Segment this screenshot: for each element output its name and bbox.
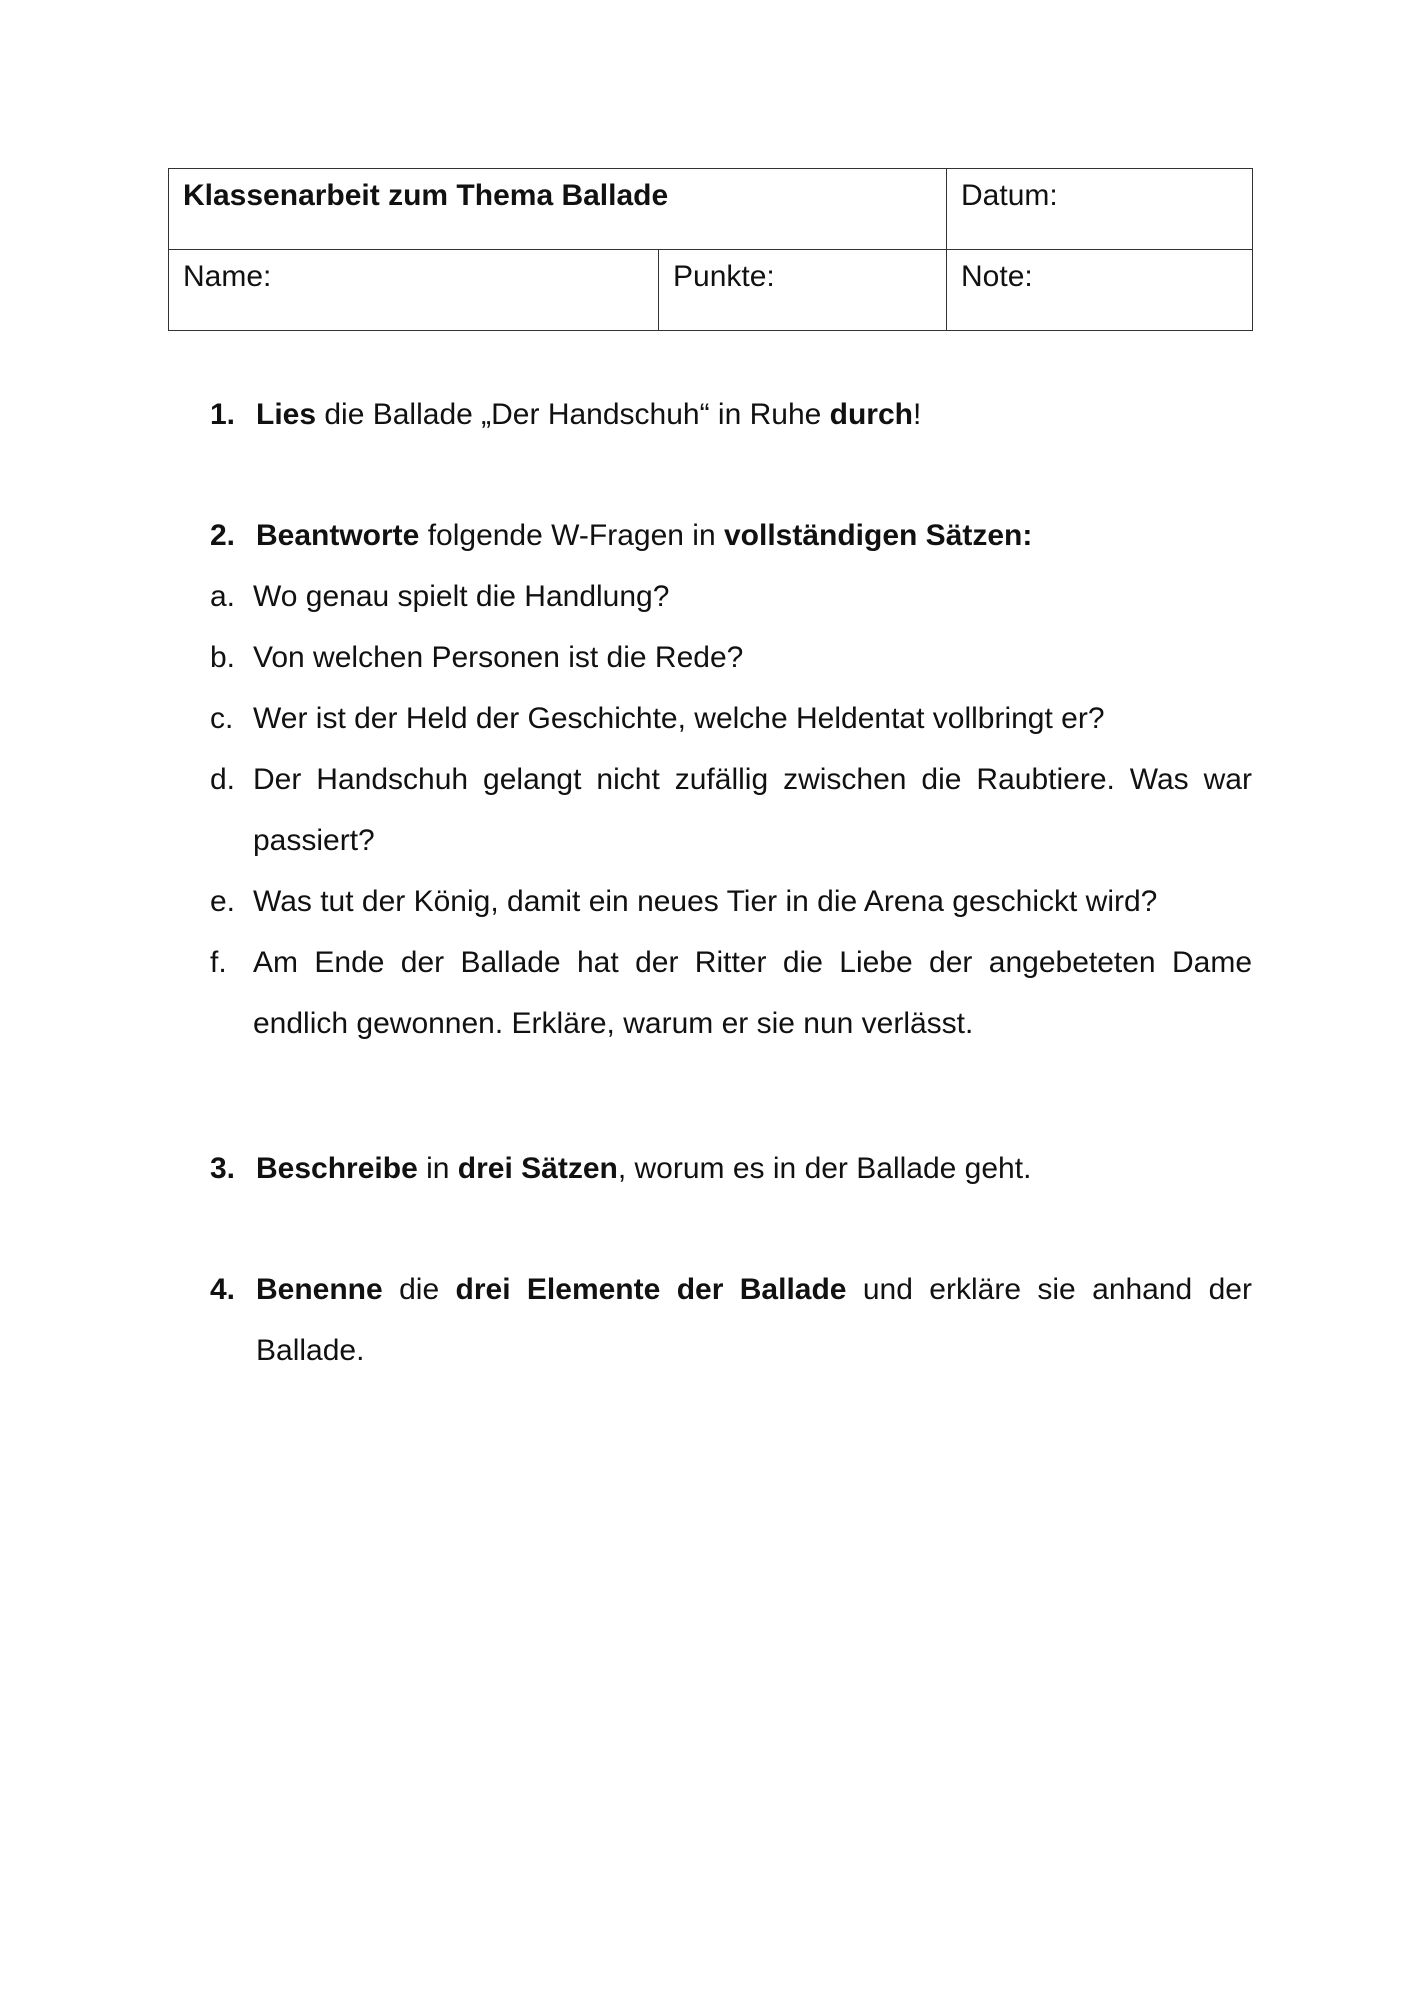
task-text: die Ballade „Der Handschuh“ in Ruhe <box>316 398 830 431</box>
task-1 <box>210 384 1252 445</box>
task-number: 4. <box>210 1273 236 1306</box>
task-text: in <box>417 1152 458 1185</box>
question-item <box>210 688 1252 749</box>
task-number: 2. <box>210 519 236 552</box>
task-text: ! <box>913 398 922 431</box>
question-letter: f. <box>210 946 227 979</box>
exam-title: Klassenarbeit zum Thema Ballade <box>169 169 947 250</box>
task-verb: Lies <box>256 398 317 431</box>
points-field: Punkte: <box>659 250 947 331</box>
question-text: Am Ende der Ballade hat der Ritter die Liebe der angebeteten Dame endlich gewonnen. Erkläre, warum er sie nun verlässt. <box>253 946 1252 1040</box>
question-text: Wo genau spielt die Handlung? <box>253 580 670 613</box>
header-table <box>168 168 1253 331</box>
name-field: Name: <box>169 250 659 331</box>
task-3 <box>210 1138 1252 1199</box>
task-text: die <box>382 1273 456 1306</box>
question-letter: a. <box>210 580 236 613</box>
question-text: Der Handschuh gelangt nicht zufällig zwischen die Raubtiere. Was war passiert? <box>253 763 1252 857</box>
question-text: Was tut der König, damit ein neues Tier in die Arena geschickt wird? <box>253 885 1158 918</box>
task-text: und erkläre sie anhand der Ballade. <box>256 1273 1252 1367</box>
question-text: Von welchen Personen ist die Rede? <box>253 641 744 674</box>
task-text: folgende W-Fragen in <box>419 519 724 552</box>
task-number: 3. <box>210 1152 236 1185</box>
question-item <box>210 871 1252 932</box>
question-list <box>210 566 1252 1054</box>
question-letter: d. <box>210 763 236 796</box>
question-letter: e. <box>210 885 236 918</box>
task-emphasis: drei Sätzen <box>457 1152 618 1185</box>
header-row-title <box>169 169 1253 250</box>
question-letter: b. <box>210 641 236 674</box>
date-field: Datum: <box>947 169 1253 250</box>
question-text: Wer ist der Held der Geschichte, welche Heldentat vollbringt er? <box>253 702 1105 735</box>
question-item <box>210 932 1252 1054</box>
header-row-student <box>169 250 1253 331</box>
question-item <box>210 627 1252 688</box>
task-verb: Beschreibe <box>256 1152 418 1185</box>
task-emphasis: vollständigen Sätzen: <box>723 519 1033 552</box>
task-text: , worum es in der Ballade geht. <box>617 1152 1032 1185</box>
task-2 <box>210 505 1252 566</box>
grade-field: Note: <box>947 250 1253 331</box>
task-verb: Beantworte <box>256 519 420 552</box>
question-item <box>210 566 1252 627</box>
task-emphasis: drei Elemente der Ballade <box>455 1273 847 1306</box>
task-list <box>210 384 1252 1381</box>
task-number: 1. <box>210 398 236 431</box>
task-emphasis: durch <box>829 398 913 431</box>
task-verb: Benenne <box>256 1273 383 1306</box>
question-item <box>210 749 1252 871</box>
question-letter: c. <box>210 702 234 735</box>
task-4 <box>210 1259 1252 1381</box>
